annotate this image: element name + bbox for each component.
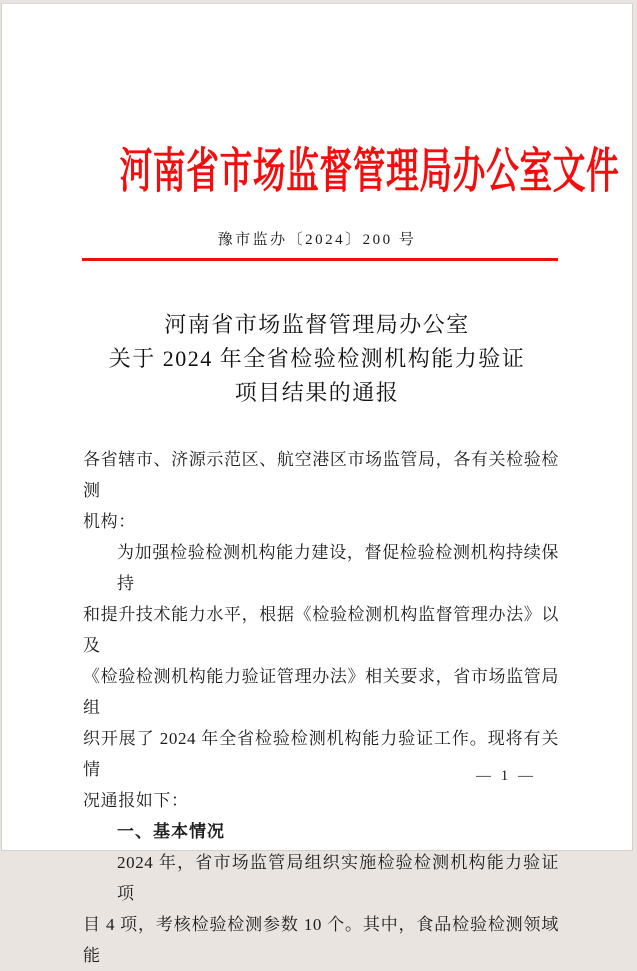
title-line-1: 河南省市场监督管理局办公室 bbox=[164, 312, 470, 337]
section-heading-basic-situation: 一、基本情况 bbox=[117, 822, 225, 841]
body-line-salutation-2: 机构： bbox=[83, 512, 136, 531]
document-number: 豫市监办〔2024〕200 号 bbox=[217, 232, 417, 248]
body-line-para1-2: 和提升技术能力水平，根据《检验检测机构监督管理办法》以及 bbox=[83, 605, 559, 655]
body-line-para2-1: 2024 年，省市场监管局组织实施检验检测机构能力验证项 bbox=[117, 853, 559, 903]
title-line-2: 关于 2024 年全省检验检测机构能力验证 bbox=[108, 346, 526, 371]
body-line-para1-5: 况通报如下： bbox=[83, 791, 189, 810]
red-letterhead-title: 河南省市场监督管理局办公室文件 bbox=[119, 145, 620, 198]
document-page bbox=[1, 3, 633, 965]
body-line-para1-3: 《检验检测机构能力验证管理办法》相关要求，省市场监管局组 bbox=[83, 667, 559, 717]
page-number: — 1 — bbox=[476, 768, 536, 784]
body-line-salutation-1: 各省辖市、济源示范区、航空港区市场监管局，各有关检验检测 bbox=[83, 450, 559, 500]
body-line-para2-2: 目 4 项，考核检验检测参数 10 个。其中，食品检验检测领域能 bbox=[83, 915, 559, 965]
body-line-para1-4: 织开展了 2024 年全省检验检测机构能力验证工作。现将有关情 bbox=[83, 729, 559, 779]
body-line-para1-1: 为加强检验检测机构能力建设，督促检验检测机构持续保持 bbox=[117, 543, 559, 593]
document-title bbox=[2, 308, 632, 410]
letterhead-container bbox=[2, 132, 632, 201]
red-divider-line bbox=[82, 258, 558, 261]
document-body bbox=[83, 444, 559, 971]
title-line-3: 项目结果的通报 bbox=[234, 380, 400, 405]
